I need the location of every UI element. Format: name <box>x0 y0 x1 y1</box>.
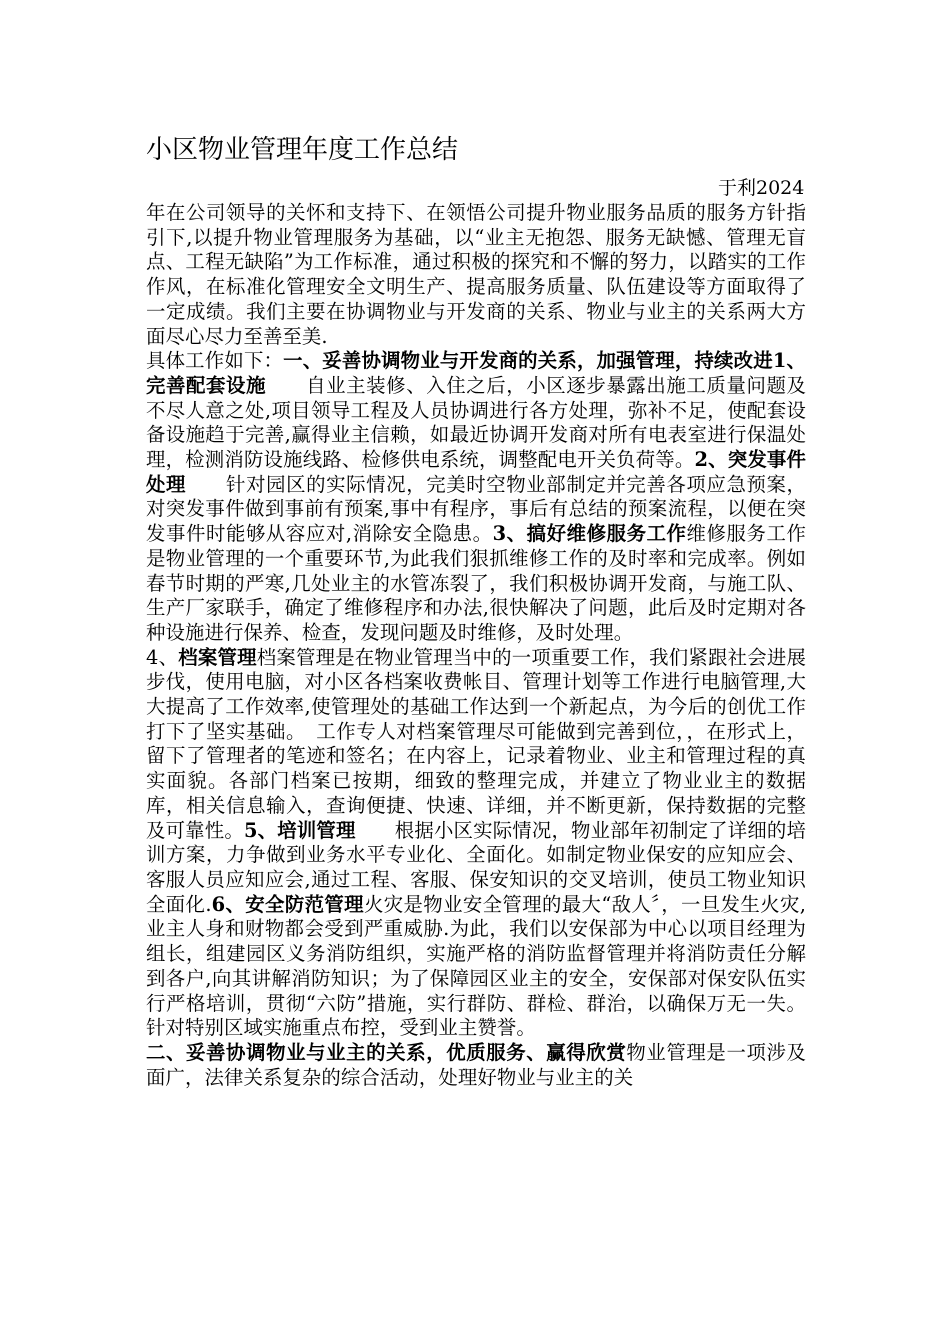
paragraph-text: 维修服务工作是物业管理的一个重要环节,为此我们狠抓维修工作的及时率和完成率。例如春节时期的严寒,几处业主的水管冻裂了，我们积极协调开发商，与施工队、生产厂家联手，确定了维修程序和办法,很快解决了问题，此后及时定期对各种设施进行保养、检查，发现问题及时维修，及时处理。 <box>146 522 806 644</box>
paragraph-text: 针对园区的实际情况，完美时空物业部制定并完善各项应急预案，对突发事件做到事前有预案,事中有程序，事后有总结的预案流程，以便在突发事件时能够从容应对,消除安全隐患。 <box>146 472 806 546</box>
paragraph-text: 具体工作如下： <box>146 349 284 373</box>
author-line: 于利2024 <box>718 177 805 199</box>
section-heading: 二、妥善协调物业与业主的关系，优质服务、赢得欣赏 <box>146 1040 627 1064</box>
document-title: 小区物业管理年度工作总结 <box>146 135 459 165</box>
section-heading: 2、突发事件处理 <box>146 448 806 496</box>
section-heading: 档案管理 <box>178 645 257 669</box>
paragraph-text: 档案管理是在物业管理当中的一项重要工作，我们紧跟社会进展步伐，使用电脑，对小区各档案收费帐目、管理计划等工作进行电脑管理,大大提高了工作效率,使管理处的基础工作达到一个新起点，为今后的创优工作打下了坚实基础。 工作专人对档案管理尽可能做到完善到位，，在形式上，留下了管理者的笔迹和签名；在内容上，记录着物业、业主和管理过程的真实面貌。各部门档案已按期，细致的整理完成，并建立了物业业主的数据库，相关信息输入，查询便捷、快速、详细，并不断更新，保持数据的完整及可靠性。 <box>146 645 806 842</box>
paragraph-text: 火灾是物业安全管理的最大“敌人〞，一旦发生火灾,业主人身和财物都会受到严重威胁.为此，我们以安保部为中心以项目经理为组长，组建园区义务消防组织，实施严格的消防监督管理并将消防责任分解到各户,向其讲解消防知识；为了保障园区业主的安全，安保部对保安队伍实行严格培训，贯彻“六防”措施，实行群防、群检、群治，以确保万无一失。针对特别区域实施重点布控，受到业主赞誉。 <box>146 892 806 1040</box>
paragraph <box>146 349 806 645</box>
paragraph-text: 4、 <box>146 645 179 669</box>
section-heading: 一、妥善协调物业与开发商的关系，加强管理，持续改进1、完善配套设施 <box>146 349 806 397</box>
paragraph-text: 物业管理是一项涉及面广，法律关系复杂的综合活动，处理好物业与业主的关 <box>146 1040 806 1089</box>
paragraph-text: 根据小区实际情况，物业部年初制定了详细的培训方案，力争做到业务水平专业化、全面化。如制定物业保安的应知应会、客服人员应知应会,通过工程、客服、保安知识的交叉培训，使员工物业知识全面化. <box>146 818 807 916</box>
document-body <box>146 201 806 1090</box>
paragraph-text: 年在公司领导的关怀和支持下、在领悟公司提升物业服务品质的服务方针指引下,以提升物业管理服务为基础，以“业主无抱怨、服务无缺憾、管理无盲点、工程无缺陷”为工作标准，通过积极的探究和不懈的努力，以踏实的工作作风，在标准化管理安全文明生产、提高服务质量、队伍建设等方面取得了一定成绩。我们主要在协调物业与开发商的关系、物业与业主的关系两大方面尽心尽力至善至美. <box>146 201 806 348</box>
section-heading: 5、培训管理 <box>243 818 356 842</box>
paragraph <box>146 201 806 349</box>
paragraph <box>146 646 806 1041</box>
section-heading: 6、安全防范管理 <box>211 892 364 916</box>
paragraph-text: 自业主装修、入住之后，小区逐步暴露出施工质量问题及不尽人意之处,项目领导工程及人员协调进行各方处理，弥补不足，使配套设备设施趋于完善,赢得业主信赖，如最近协调开发商对所有电表室进行保温处理，检测消防设施线路、检修供电系统，调整配电开关负荷等。 <box>146 373 806 472</box>
paragraph <box>146 1041 806 1090</box>
section-heading: 3、搞好维修服务工作 <box>492 522 687 546</box>
